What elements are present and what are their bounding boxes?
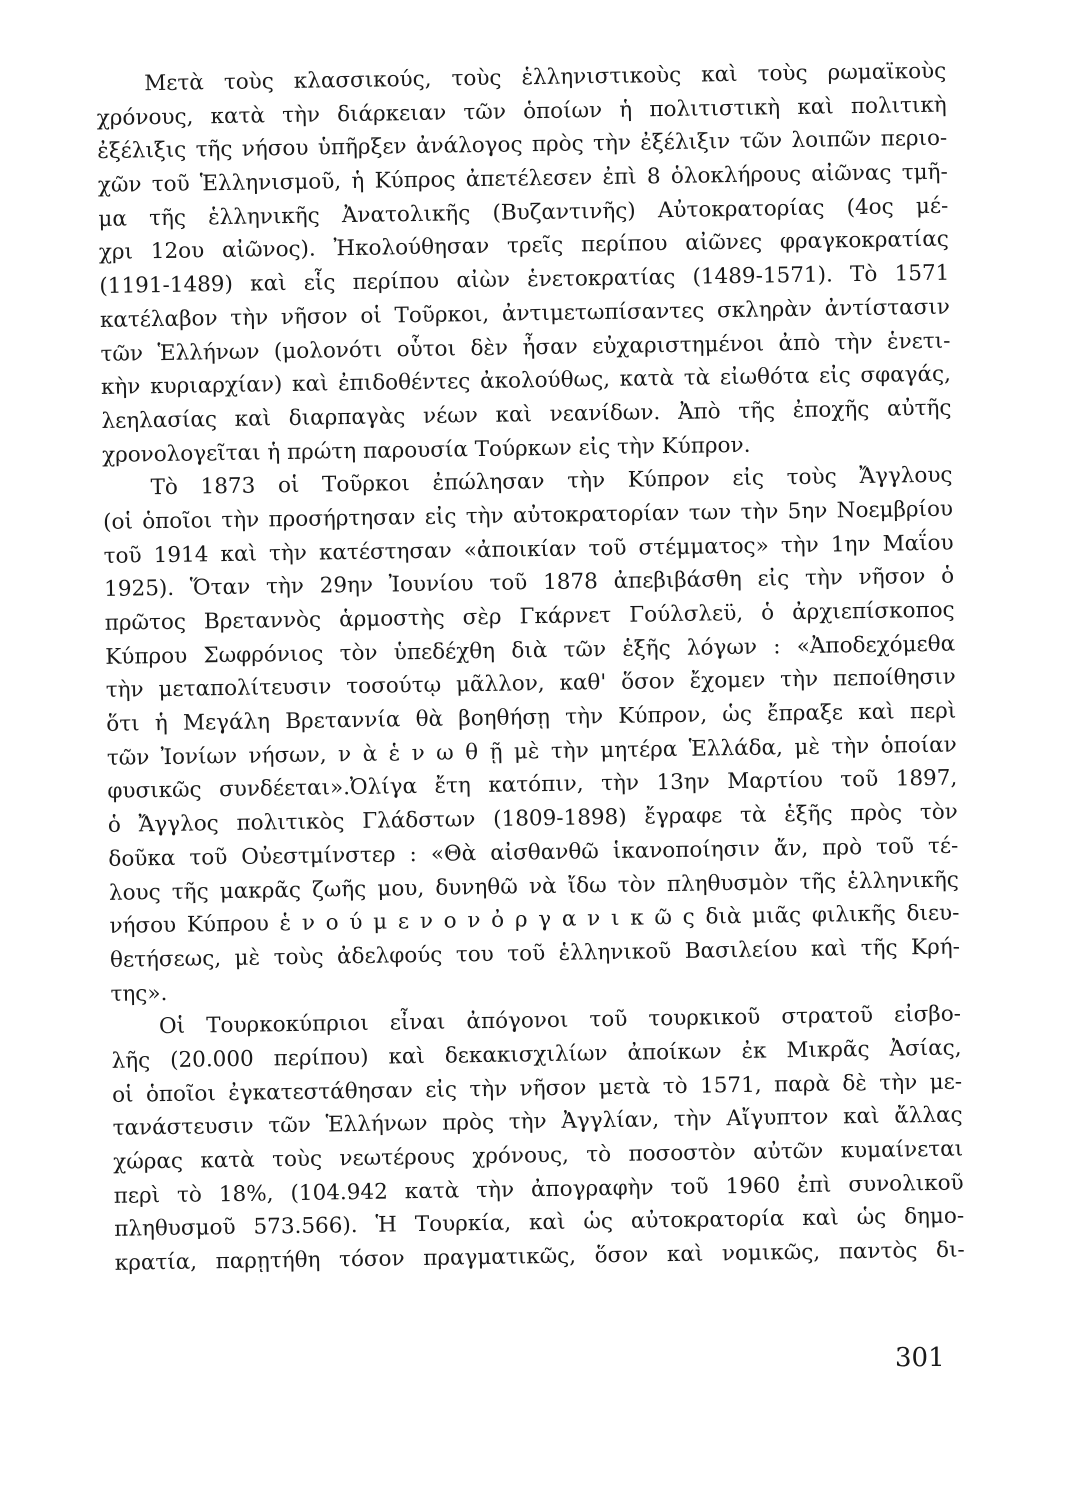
text-line: ὅτι ἡ Μεγάλη Βρεταννία θὰ βοηθήσῃ τὴν Κύπρον, ὡς ἔπραξε καὶ περὶ [106,698,957,737]
text-line: τὴν μεταπολίτευσιν τοσούτῳ μᾶλλον, καθ' ὅσον ἔχομεν τὴν πεποίθησιν [105,664,956,704]
text-line: τῶν Ἑλλήνων (μολονότι οὗτοι δὲν ἦσαν εὐχαριστημένοι ἀπὸ τὴν ἑνετι- [100,328,951,367]
text-line: Μετὰ τοὺς κλασσικούς, τοὺς ἑλληνιστικοὺς καὶ τοὺς ρωμαϊκοὺς [144,58,947,97]
text-line: νήσου Κύπρου ἑ ν ο ύ μ ε ν ο ν ὀ ρ γ α ν ι κ ῶ ς διὰ μιᾶς φιλικῆς διευ- [109,900,960,940]
text-line: περὶ τὸ 18%, (104.942 κατὰ τὴν ἀπογραφὴν τοῦ 1960 ἐπὶ συνολικοῦ [113,1170,964,1209]
text-line: Οἱ Τουρκοκύπριοι εἶναι ἀπόγονοι τοῦ τουρκικοῦ στρατοῦ εἰσβο- [158,1001,962,1040]
text-line: κατέλαβον τὴν νῆσον οἱ Τοῦρκοι, ἀντιμετωπίσαντες σκληρὰν ἀντίστασιν [99,294,951,333]
text-line: πρῶτος Βρεταννὸς ἁρμοστὴς σὲρ Γκάρνετ Γούλσλεϋ, ὁ ἀρχιεπίσκοπος [104,597,955,636]
text-line: μα τῆς ἑλληνικῆς Ἀνατολικῆς (Βυζαντινῆς) Αὐτοκρατορίας (4ος μέ- [98,193,949,232]
text-line: οἱ ὁποῖοι ἐγκατεστάθησαν εἰς τὴν νῆσον μετὰ τὸ 1571, παρὰ δὲ τὴν με- [111,1069,963,1108]
text-line: Κύπρου Σωφρόνιος τὸν ὑπεδέχθη διὰ τῶν ἑξῆς λόγων : «Ἀποδεχόμεθα [105,631,956,670]
text-line: πληθυσμοῦ 573.566). Ἡ Τουρκία, καὶ ὡς αὐτοκρατορία καὶ ὡς δημο- [114,1203,965,1243]
text-line: ἐξέλιξις τῆς νήσου ὑπῆρξεν ἀνάλογος πρὸς τὴν ἐξέλιξιν τῶν λοιπῶν περιο- [97,126,948,165]
text-line: τοῦ 1914 καὶ τὴν κατέστησαν «ἀποικίαν τοῦ στέμματος» τὴν 1ην Μαΐου [103,530,954,569]
page-number: 301 [895,1343,945,1373]
text-line: κρατία, παρῃτήθη τόσον πραγματικῶς, ὅσον καὶ νομικῶς, παντὸς δι- [114,1237,965,1276]
text-line: θετήσεως, μὲ τοὺς ἀδελφούς του τοῦ ἑλληνικοῦ Βασιλείου καὶ τῆς Κρή- [109,934,961,973]
text-line: χρόνους, κατὰ τὴν διάρκειαν τῶν ὁποίων ἡ πολιτιστικὴ καὶ πολιτικὴ [96,92,947,131]
text-line: φυσικῶς συνδέεται».Ὀλίγα ἔτη κατόπιν, τὴν 13ην Μαρτίου τοῦ 1897, [107,765,958,805]
body-text [96,55,965,1281]
text-line: της». [110,980,168,1007]
text-line: (οἱ ὁποῖοι τὴν προσήρτησαν εἰς τὴν αὐτοκρατορίαν των τὴν 5ην Νοεμβρίου [102,496,954,535]
text-line: 1925). Ὅταν τὴν 29ην Ἰουνίου τοῦ 1878 ἀπεβιβάσθη εἰς τὴν νῆσον ὁ [103,563,955,603]
text-line: δοῦκα τοῦ Οὐεστμίνστερ : «Θὰ αἰσθανθῶ ἱκανοποίησιν ἄν, πρὸ τοῦ τέ- [108,833,959,872]
text-line: χρονολογεῖται ἡ πρώτη παρουσία Τούρκων εἰς τὴν Κύπρον. [101,432,751,468]
text-line: χῶν τοῦ Ἑλληνισμοῦ, ἡ Κύπρος ἀπετέλεσεν ἐπὶ 8 ὁλοκλήρους αἰῶνας τμῆ- [97,159,948,199]
text-line: λεηλασίας καὶ διαρπαγὰς νέων καὶ νεανίδων. Ἀπὸ τῆς ἐποχῆς αὐτῆς [101,395,952,434]
text-line: (1191-1489) καὶ εἷς περίπου αἰὼν ἑνετοκρατίας (1489-1571). Τὸ 1571 [99,260,950,300]
text-line: Τὸ 1873 οἱ Τοῦρκοι ἐπώλησαν τὴν Κύπρον εἰς τοὺς Ἄγγλους [150,462,953,501]
text-line: χρι 12ου αἰῶνος). Ἠκολούθησαν τρεῖς περίπου αἰῶνες φραγκοκρατίας [98,227,949,266]
text-line: λῆς (20.000 περίπου) καὶ δεκακισχιλίων ἀποίκων ἐκ Μικρᾶς Ἀσίας, [111,1035,962,1074]
text-line: κὴν κυριαρχίαν) καὶ ἐπιδοθέντες ἀκολούθως, κατὰ τὰ εἰωθότα εἰς σφαγάς, [100,361,952,401]
text-line: τῶν Ἰονίων νήσων, ν ὰ ἑ ν ω θ ῇ μὲ τὴν μητέρα Ἑλλάδα, μὲ τὴν ὁποίαν [106,732,957,771]
text-line: λους τῆς μακρᾶς ζωῆς μου, δυνηθῶ νὰ ἴδω τὸν πληθυσμὸν τῆς ἑλληνικῆς [108,867,960,906]
text-line: χώρας κατὰ τοὺς νεωτέρους χρόνους, τὸ ποσοστὸν αὐτῶν κυμαίνεται [112,1136,964,1175]
text-line: ὁ Ἄγγλος πολιτικὸς Γλάδστων (1809-1898) ἔγραφε τὰ ἑξῆς πρὸς τὸν [107,799,958,839]
text-line: τανάστευσιν τῶν Ἑλλήνων πρὸς τὴν Ἀγγλίαν, τὴν Αἴγυπτον καὶ ἄλλας [112,1102,963,1142]
